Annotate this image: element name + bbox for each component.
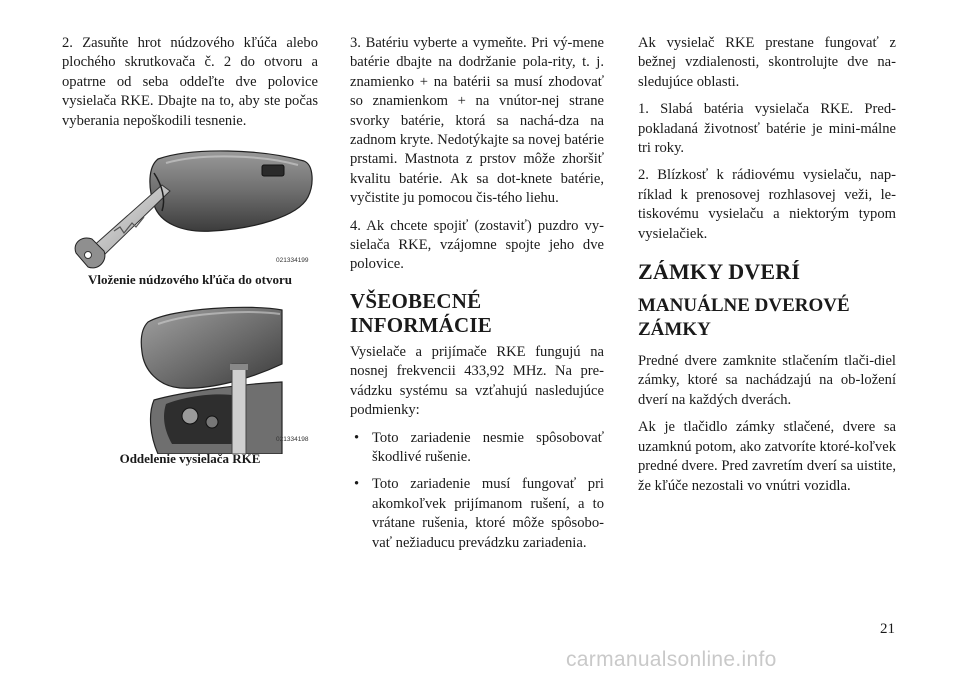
figure-caption: Vloženie núdzového kľúča do otvoru xyxy=(88,272,292,288)
page-number: 21 xyxy=(880,621,895,637)
subsection-heading-manual-locks: MANUÁLNE DVEROVÉ ZÁMKY xyxy=(638,295,850,341)
section-heading-door-locks: ZÁMKY DVERÍ xyxy=(638,259,801,285)
frequency-intro-text: Vysielače a prijímače RKE fungujú na nosnej frekvencii 433,92 MHz. Na pre-vádzku systému sa vzťahujú nasledujúce podmienky: xyxy=(350,343,604,419)
watermark-link[interactable]: carmanualsonline.info xyxy=(566,648,777,671)
list-item: • Toto zariadenie musí fungovať pri akomkoľvek prijímanom rušení, a to vrátane rušenia, ktoré môže spôsobo-vať nežiaducu prevádzku zariadenia. xyxy=(350,475,604,553)
troubleshoot-intro-text: Ak vysielač RKE prestane fungovať z bežnej vzdialenosti, skontrolujte dve na-sledujúce oblasti. xyxy=(638,35,896,90)
manual-locks-paragraph-2: Ak je tlačidlo zámky stlačené, dvere sa uzamknú potom, ako zatvoríte ktoré-koľvek predné dvere. Pred zavretím dverí sa uistite, že kľúče nezostali vo vnútri vozidla. xyxy=(638,419,896,494)
step-4-text: 4. Ak chcete spojiť (zostaviť) puzdro vy-sielača RKE, vzájomne spojte jeho dve polovice. xyxy=(350,217,604,273)
figure-separate-fob xyxy=(62,304,318,479)
key-fob-open-illustration xyxy=(62,304,318,454)
step-2-text: 2. Zasuňte hrot núdzového kľúča alebo plochého skrutkovača č. 2 do otvoru a opatrne od seba oddeľte dve polovice vysielača RKE. Dbajte na to, aby ste počas vyberania nepoškodili tesnenie. xyxy=(62,35,318,129)
key-fob-with-key-illustration xyxy=(62,145,318,275)
list-item: • Toto zariadenie nesmie spôsobovať škodlivé rušenie. xyxy=(350,429,604,468)
figure-insert-key xyxy=(62,145,318,299)
troubleshoot-point-2: 2. Blízkosť k rádiovému vysielaču, nap-ríklad k prenosovej rozhlasovej veži, le-tiskovému vysielaču a niektorým typom vysielačiek. xyxy=(638,167,896,242)
manual-locks-paragraph-1: Predné dvere zamknite stlačením tlači-diel zámky, ktoré sa nachádzajú na ob-ložení dverí na každých dverách. xyxy=(638,353,896,408)
column-left xyxy=(62,34,318,479)
column-right xyxy=(638,34,896,504)
figure-id: 021334199 xyxy=(276,257,309,265)
figure-id: 021334198 xyxy=(276,436,309,444)
figure-caption: Oddelenie vysielača RKE xyxy=(119,451,261,467)
troubleshoot-point-1: 1. Slabá batéria vysielača RKE. Pred-pokladaná životnosť batérie je mini-málne tri roky. xyxy=(638,101,896,157)
section-heading-general-info: VŠEOBECNÉ INFORMÁCIE xyxy=(350,288,492,337)
column-middle xyxy=(350,34,604,561)
step-3-text: 3. Batériu vyberte a vymeňte. Pri vý-mene batérie dbajte na dodržanie pola-rity, t. j. znamienko + na batérii sa musí zhodovať so znamienkom + na vnútor-nej strane svorky batérie, ktorá sa nachá-dza na zadnom kryte. Nedotýkajte sa novej batérie prstami. Mastnota z prstov môže zhoršiť kvalitu batérie. Ak sa dot-knete batérie, vyčistite ju pomocou čis-tého liehu. xyxy=(350,35,604,207)
conditions-list xyxy=(350,429,604,553)
